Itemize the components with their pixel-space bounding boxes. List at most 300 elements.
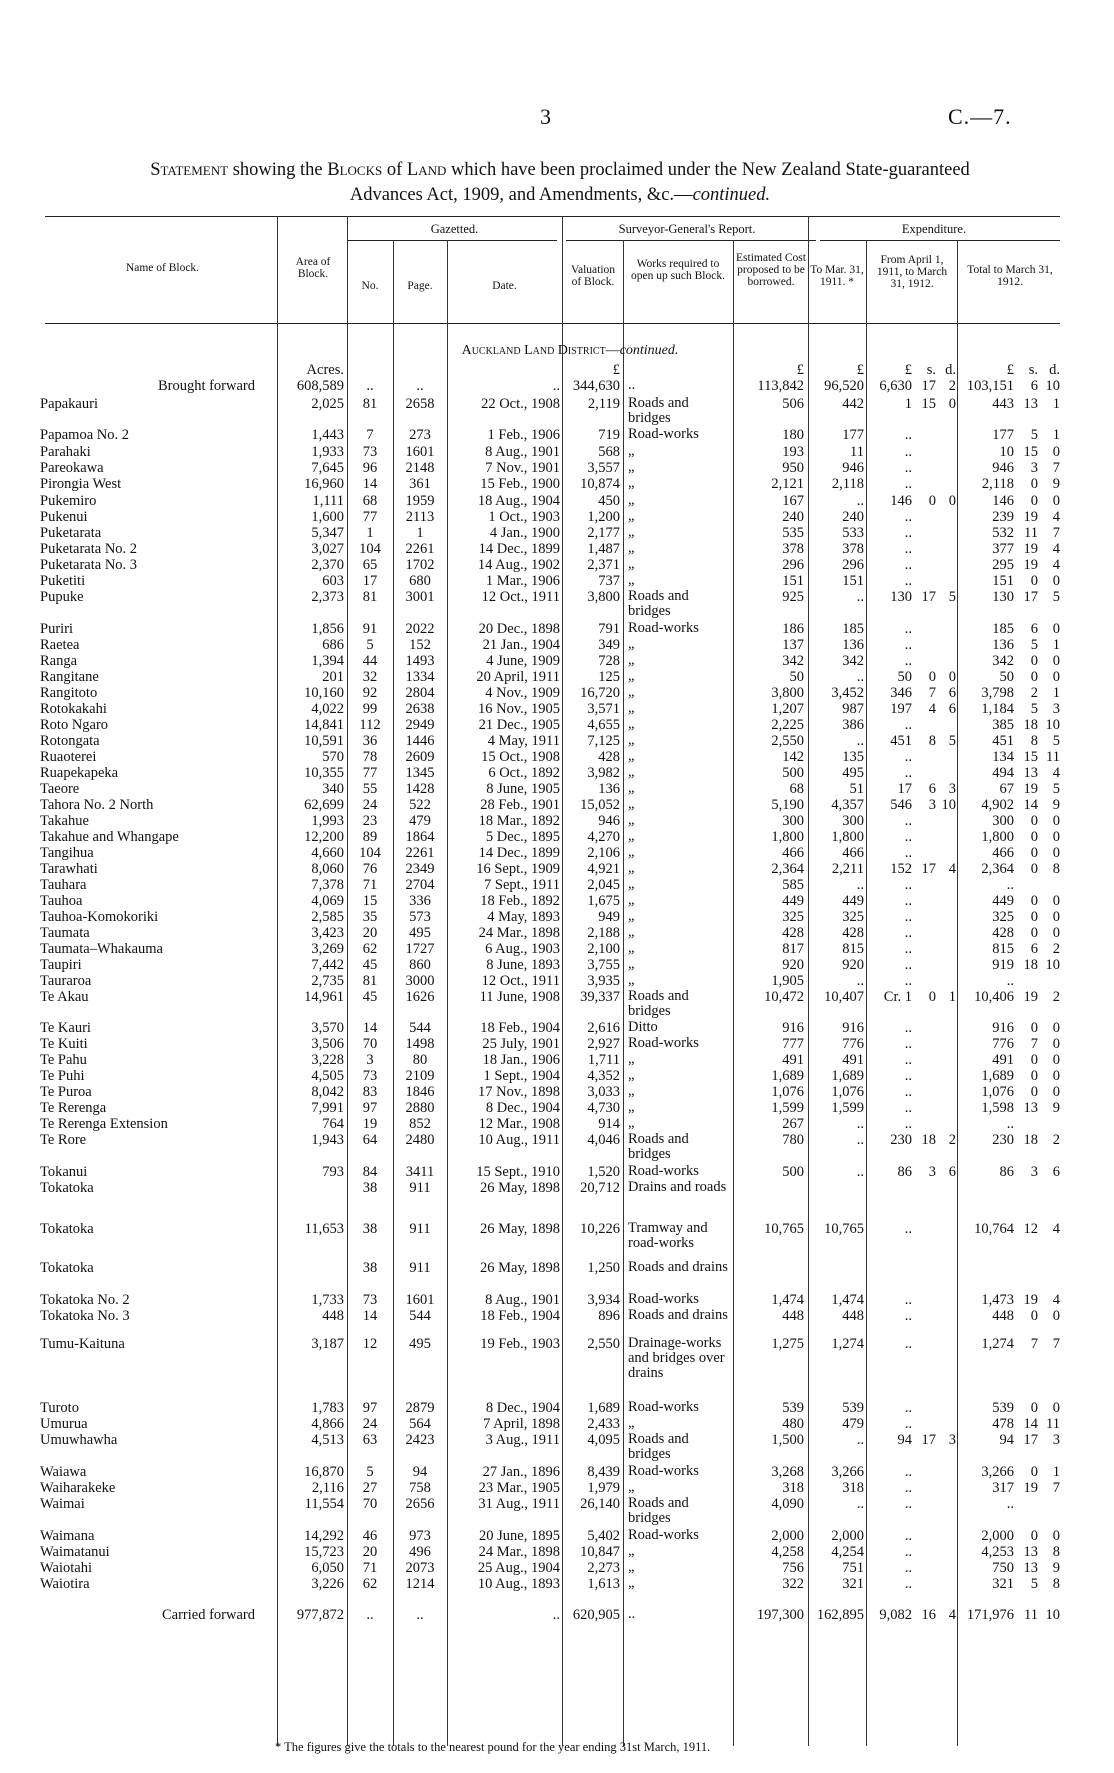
row-total-pence: 0 [1052, 909, 1060, 925]
row-no: 65 [362, 557, 378, 573]
row-name: Tokatoka [40, 1180, 94, 1196]
row-from-apr-shillings: 17 [921, 589, 936, 605]
row-no: 38 [362, 1180, 378, 1196]
row-page: 2656 [405, 1496, 435, 1512]
row-total-shillings: 13 [1023, 396, 1038, 412]
row-to-mar: 136 [842, 637, 864, 653]
row-no: 35 [362, 909, 378, 925]
row-from-apr-pounds: .. [904, 893, 912, 909]
row-total-shillings: 14 [1023, 797, 1038, 813]
row-page: 2261 [405, 845, 435, 861]
row-valuation: 3,982 [587, 765, 620, 781]
row-estimated: 322 [782, 1576, 804, 1592]
row-total-pounds: 50 [999, 669, 1014, 685]
row-from-apr-pounds: 197 [890, 701, 912, 717]
row-total-shillings: 7 [1030, 1336, 1038, 1352]
row-page: 852 [409, 1116, 431, 1132]
row-from-apr-shillings: 17 [921, 861, 936, 877]
row-page: 2349 [405, 861, 435, 877]
row-from-apr-shillings: 4 [928, 701, 936, 717]
row-area: 3,187 [311, 1336, 344, 1352]
row-page: 94 [412, 1464, 428, 1480]
row-area: 1,443 [311, 427, 344, 443]
row-total-shillings: 3 [1030, 1164, 1038, 1180]
row-name: Puriri [40, 621, 74, 637]
row-from-apr-pence: 6 [948, 685, 956, 701]
row-works: „ [628, 1067, 635, 1083]
row-area: 448 [322, 1308, 344, 1324]
row-date: 7 Nov., 1901 [485, 460, 560, 476]
row-no: .. [366, 378, 374, 394]
row-from-apr-pounds: .. [904, 1544, 912, 1560]
row-from-apr-pounds: .. [904, 1020, 912, 1036]
row-from-apr-pence: 0 [948, 493, 956, 509]
row-area: 6,050 [311, 1560, 344, 1576]
row-total-pounds: 134 [992, 749, 1014, 765]
row-total-pounds: 10 [999, 444, 1014, 460]
row-area: 3,423 [311, 925, 344, 941]
row-works: Roads and bridges [628, 588, 689, 619]
row-no: 77 [362, 765, 378, 781]
row-area: 4,505 [311, 1068, 344, 1084]
row-from-apr-pounds: 230 [890, 1132, 912, 1148]
row-name: Rangitoto [40, 685, 98, 701]
row-to-mar: 325 [842, 909, 864, 925]
row-works: „ [628, 892, 635, 908]
row-date: 20 Dec., 1898 [478, 621, 560, 637]
row-total-pounds: 136 [992, 637, 1014, 653]
row-valuation: 3,800 [587, 589, 620, 605]
row-page: 3000 [405, 973, 435, 989]
row-to-mar: .. [856, 669, 864, 685]
row-estimated: 506 [782, 396, 804, 412]
row-date: 18 Feb., 1904 [480, 1020, 560, 1036]
row-no: 62 [362, 941, 378, 957]
row-total-pounds: 1,800 [981, 829, 1014, 845]
column-header-expenditure: Expenditure. [901, 222, 967, 236]
row-no: 5 [366, 1464, 374, 1480]
row-total-shillings: 0 [1030, 669, 1038, 685]
row-total-pounds: 428 [992, 925, 1014, 941]
row-estimated: 585 [782, 877, 804, 893]
row-to-mar: 151 [842, 573, 864, 589]
row-name: Takahue [40, 813, 89, 829]
row-to-mar: .. [856, 1164, 864, 1180]
row-area: 4,022 [311, 701, 344, 717]
column-header-total: Total to March 31, 1912. [967, 264, 1053, 288]
row-date: 10 Aug., 1911 [478, 1132, 560, 1148]
row-total-pence: 10 [1045, 378, 1060, 394]
row-works: „ [628, 684, 635, 700]
row-total-pence: 10 [1045, 1607, 1060, 1623]
row-works: „ [628, 956, 635, 972]
row-total-pence: 4 [1052, 1292, 1060, 1308]
row-valuation: 2,188 [587, 925, 620, 941]
row-area: 793 [322, 1164, 344, 1180]
row-page: 680 [409, 573, 431, 589]
row-date: 25 Aug., 1904 [477, 1560, 560, 1576]
row-page: 479 [409, 813, 431, 829]
row-page: 911 [409, 1221, 431, 1237]
row-no: 12 [362, 1336, 378, 1352]
row-valuation: 728 [598, 653, 620, 669]
row-area: 10,591 [304, 733, 344, 749]
row-page: 1214 [405, 1576, 435, 1592]
row-total-shillings: 6 [1030, 378, 1038, 394]
row-to-mar: 1,599 [831, 1100, 864, 1116]
unit-label: Acres. [306, 362, 344, 378]
district-heading: Auckland Land District—continued. [461, 343, 679, 358]
row-date: 22 Oct., 1908 [481, 396, 560, 412]
row-no: 36 [362, 733, 378, 749]
row-name: Ranga [40, 653, 78, 669]
row-name: Tangihua [40, 845, 94, 861]
row-date: .. [552, 378, 560, 394]
row-total-pence: 8 [1052, 1544, 1060, 1560]
row-valuation: 2,371 [587, 557, 620, 573]
row-page: 3001 [405, 589, 435, 605]
row-total-pence: 5 [1052, 589, 1060, 605]
row-from-apr-pounds: .. [904, 925, 912, 941]
row-valuation: 10,226 [580, 1221, 620, 1237]
row-no: 81 [362, 396, 378, 412]
row-name: Puketiti [40, 573, 86, 589]
row-name: Pukemiro [40, 493, 97, 509]
row-page: 2480 [405, 1132, 435, 1148]
unit-label: £ [1006, 362, 1014, 378]
row-no: 23 [362, 813, 378, 829]
row-to-mar: 946 [842, 460, 864, 476]
row-total-pounds: 448 [992, 1308, 1014, 1324]
row-name: Tauhara [40, 877, 87, 893]
row-name: Rotongata [40, 733, 100, 749]
row-total-shillings: 0 [1030, 653, 1038, 669]
row-total-pence: 0 [1052, 1036, 1060, 1052]
row-estimated: 197,300 [756, 1607, 804, 1623]
row-works: „ [628, 796, 635, 812]
row-total-pounds: 1,274 [981, 1336, 1014, 1352]
row-total-pence: 4 [1052, 765, 1060, 781]
row-to-mar: 4,254 [831, 1544, 864, 1560]
row-total-shillings: 0 [1030, 1528, 1038, 1544]
row-area: 1,111 [312, 493, 344, 509]
row-name: Waimai [40, 1496, 85, 1512]
row-valuation: 4,655 [587, 717, 620, 733]
row-name: Puketarata No. 2 [40, 541, 138, 557]
row-from-apr-pounds: .. [904, 1292, 912, 1308]
row-works: Road-works [628, 1291, 699, 1307]
row-works: „ [628, 764, 635, 780]
row-area: 201 [322, 669, 344, 685]
row-estimated: 325 [782, 909, 804, 925]
row-valuation: 2,550 [587, 1336, 620, 1352]
row-no: 15 [362, 893, 378, 909]
row-estimated: 491 [782, 1052, 804, 1068]
row-estimated: 10,472 [764, 989, 804, 1005]
row-valuation: 4,730 [587, 1100, 620, 1116]
row-no: 20 [362, 925, 378, 941]
row-date: 31 Aug., 1911 [478, 1496, 560, 1512]
row-estimated: 113,842 [757, 378, 804, 394]
unit-label: d. [1049, 362, 1060, 378]
row-total-pounds: 919 [992, 957, 1014, 973]
row-total-pence: 2 [1052, 941, 1060, 957]
row-works: Tramway and road-works [628, 1220, 708, 1251]
row-from-apr-pounds: 1 [904, 396, 912, 412]
row-from-apr-pounds: 94 [897, 1432, 912, 1448]
row-area: 2,025 [311, 396, 344, 412]
row-total-shillings: 15 [1023, 749, 1038, 765]
row-to-mar: 448 [842, 1308, 864, 1324]
row-date: 24 Mar., 1898 [478, 1544, 560, 1560]
row-area: 570 [322, 749, 344, 765]
row-name: Tarawhati [40, 861, 98, 877]
row-total-pence: 6 [1052, 1164, 1060, 1180]
row-name: Tahora No. 2 North [40, 797, 154, 813]
row-to-mar: 135 [842, 749, 864, 765]
row-from-apr-pounds: .. [904, 1100, 912, 1116]
row-to-mar: 378 [842, 541, 864, 557]
row-from-apr-pounds: .. [904, 460, 912, 476]
row-no: 55 [362, 781, 378, 797]
row-total-pounds: 1,184 [981, 701, 1014, 717]
row-total-pounds: 130 [992, 589, 1014, 605]
row-to-mar: 10,765 [824, 1221, 864, 1237]
row-total-pence: 10 [1045, 957, 1060, 973]
row-total-pounds: .. [1006, 877, 1014, 893]
row-valuation: 3,755 [587, 957, 620, 973]
row-total-pounds: 3,798 [981, 685, 1014, 701]
row-works: Roads and drains [628, 1307, 728, 1323]
row-date: 18 Feb., 1892 [480, 893, 560, 909]
row-no: 77 [362, 509, 378, 525]
row-no: 62 [362, 1576, 378, 1592]
row-area: 4,660 [311, 845, 344, 861]
row-total-pounds: 451 [992, 733, 1014, 749]
document-title [40, 158, 1080, 208]
row-works: „ [628, 748, 635, 764]
row-valuation: 10,847 [580, 1544, 620, 1560]
row-total-shillings: 5 [1030, 701, 1038, 717]
row-area: 2,585 [311, 909, 344, 925]
row-name: Tokatoka [40, 1260, 94, 1276]
row-estimated: 1,500 [771, 1432, 804, 1448]
row-from-apr-shillings: 0 [928, 669, 936, 685]
row-date: 1 Sept., 1904 [483, 1068, 560, 1084]
row-works: „ [628, 1083, 635, 1099]
row-total-pence: 0 [1052, 1020, 1060, 1036]
row-works: „ [628, 716, 635, 732]
row-area: 4,866 [311, 1416, 344, 1432]
row-to-mar: 162,895 [816, 1607, 864, 1623]
row-to-mar: 300 [842, 813, 864, 829]
title-segment: showing the [228, 160, 328, 180]
row-estimated: 68 [789, 781, 804, 797]
row-works: „ [628, 908, 635, 924]
row-date: 4 June, 1909 [486, 653, 560, 669]
row-from-apr-pounds: .. [904, 957, 912, 973]
row-no: 92 [362, 685, 378, 701]
row-page: 2261 [405, 541, 435, 557]
row-works: Road-works [628, 1163, 699, 1179]
row-name: Taeore [40, 781, 80, 797]
row-no: 46 [362, 1528, 378, 1544]
row-no: 73 [362, 1292, 378, 1308]
row-estimated: 1,905 [771, 973, 804, 989]
row-name: Te Rerenga [40, 1100, 107, 1116]
row-valuation: 1,520 [587, 1164, 620, 1180]
row-name: Waiharakeke [40, 1480, 116, 1496]
row-no: 19 [362, 1116, 378, 1132]
row-total-shillings: 0 [1030, 1052, 1038, 1068]
row-total-pence: 0 [1052, 1308, 1060, 1324]
row-area: 764 [322, 1116, 344, 1132]
row-page: 361 [409, 476, 431, 492]
row-name: Turoto [40, 1400, 79, 1416]
row-total-pence: 0 [1052, 493, 1060, 509]
row-no: 7 [366, 427, 374, 443]
row-from-apr-pence: 2 [948, 1132, 956, 1148]
row-total-shillings: 5 [1030, 427, 1038, 443]
row-valuation: 3,935 [587, 973, 620, 989]
row-no: 44 [362, 653, 378, 669]
row-total-shillings: 0 [1030, 1020, 1038, 1036]
title-line-2: Advances Act, 1909, and Amendments, &c.—continued. [349, 185, 771, 205]
row-name: Ruapekapeka [40, 765, 119, 781]
row-valuation: 4,046 [587, 1132, 620, 1148]
row-valuation: 2,177 [587, 525, 620, 541]
row-from-apr-pence: 3 [948, 1432, 956, 1448]
row-estimated: 449 [782, 893, 804, 909]
row-from-apr-pounds: .. [904, 1036, 912, 1052]
row-works: „ [628, 1415, 635, 1431]
row-total-shillings: 7 [1030, 1036, 1038, 1052]
row-total-shillings: 5 [1030, 1576, 1038, 1592]
row-total-pence: 9 [1052, 1100, 1060, 1116]
row-total-pounds: .. [1006, 973, 1014, 989]
row-name: Taupiri [40, 957, 82, 973]
row-works: „ [628, 524, 635, 540]
unit-label: s. [1028, 362, 1038, 378]
row-valuation: 3,934 [587, 1292, 620, 1308]
row-to-mar: 776 [842, 1036, 864, 1052]
row-works: Road-works [628, 1463, 699, 1479]
row-estimated: 318 [782, 1480, 804, 1496]
row-area: 1,600 [311, 509, 344, 525]
row-total-pence: 9 [1052, 797, 1060, 813]
row-from-apr-pounds: 152 [890, 861, 912, 877]
row-page: 273 [409, 427, 431, 443]
row-to-mar: 240 [842, 509, 864, 525]
row-area: 15,723 [304, 1544, 344, 1560]
title-segment: Land [406, 160, 447, 180]
row-area: 10,160 [304, 685, 344, 701]
row-total-pence: 1 [1052, 427, 1060, 443]
row-valuation: 2,106 [587, 845, 620, 861]
row-name: Te Akau [40, 989, 89, 1005]
row-from-apr-pounds: .. [904, 1308, 912, 1324]
row-no: 38 [362, 1221, 378, 1237]
row-to-mar: 2,118 [831, 476, 864, 492]
row-estimated: 466 [782, 845, 804, 861]
row-valuation: 1,487 [587, 541, 620, 557]
row-works: „ [628, 508, 635, 524]
row-valuation: 914 [598, 1116, 620, 1132]
row-name: Carried forward [162, 1607, 255, 1623]
row-no: 45 [362, 957, 378, 973]
row-no: 38 [362, 1260, 378, 1276]
row-from-apr-pounds: .. [904, 557, 912, 573]
row-area: 11,554 [304, 1496, 344, 1512]
row-to-mar: 491 [842, 1052, 864, 1068]
row-to-mar: .. [856, 1116, 864, 1132]
row-valuation: 568 [598, 444, 620, 460]
row-total-pounds: 491 [992, 1052, 1014, 1068]
row-total-shillings: 0 [1030, 845, 1038, 861]
row-page: 2638 [405, 701, 435, 717]
row-date: 18 Mar., 1892 [478, 813, 560, 829]
row-name: Tokatoka No. 2 [40, 1292, 130, 1308]
row-date: 8 Aug., 1901 [485, 444, 560, 460]
row-total-pence: 1 [1052, 637, 1060, 653]
row-estimated: 1,689 [771, 1068, 804, 1084]
row-total-shillings: 19 [1023, 781, 1038, 797]
row-valuation: 949 [598, 909, 620, 925]
row-name: Pirongia West [40, 476, 122, 492]
row-from-apr-pounds: .. [904, 1480, 912, 1496]
row-from-apr-pence: 5 [948, 733, 956, 749]
row-date: 12 Mar., 1908 [478, 1116, 560, 1132]
unit-label: £ [796, 362, 804, 378]
row-area: 340 [322, 781, 344, 797]
row-valuation: 4,921 [587, 861, 620, 877]
row-from-apr-pence: 4 [948, 861, 956, 877]
row-from-apr-pounds: .. [904, 749, 912, 765]
row-from-apr-shillings: 7 [928, 685, 936, 701]
row-area: 11,653 [304, 1221, 344, 1237]
row-page: 1498 [405, 1036, 435, 1052]
row-no: 104 [359, 845, 381, 861]
column-header-name: Name of Block. [125, 262, 200, 274]
row-page: 1493 [405, 653, 435, 669]
row-area: 1,933 [311, 444, 344, 460]
row-to-mar: 987 [842, 701, 864, 717]
unit-label: d. [945, 362, 956, 378]
row-from-apr-pounds: .. [904, 1496, 912, 1512]
row-valuation: 8,439 [587, 1464, 620, 1480]
row-to-mar: .. [856, 1432, 864, 1448]
row-valuation: 1,689 [587, 1400, 620, 1416]
row-to-mar: 2,000 [831, 1528, 864, 1544]
row-area: 3,269 [311, 941, 344, 957]
row-total-shillings: 13 [1023, 1560, 1038, 1576]
row-works: „ [628, 972, 635, 988]
row-no: 112 [359, 717, 381, 733]
row-total-pounds: .. [1006, 1116, 1014, 1132]
row-page: 2880 [405, 1100, 435, 1116]
row-estimated: 428 [782, 925, 804, 941]
column-header-works: Works required to open up such Block. [631, 258, 725, 282]
row-total-pounds: 1,473 [981, 1292, 1014, 1308]
row-from-apr-shillings: 16 [921, 1607, 936, 1623]
row-to-mar: 318 [842, 1480, 864, 1496]
row-works: „ [628, 1115, 635, 1131]
row-valuation: 136 [598, 781, 620, 797]
row-area: 16,960 [304, 476, 344, 492]
row-no: 73 [362, 444, 378, 460]
row-total-pounds: 185 [992, 621, 1014, 637]
row-estimated: 950 [782, 460, 804, 476]
